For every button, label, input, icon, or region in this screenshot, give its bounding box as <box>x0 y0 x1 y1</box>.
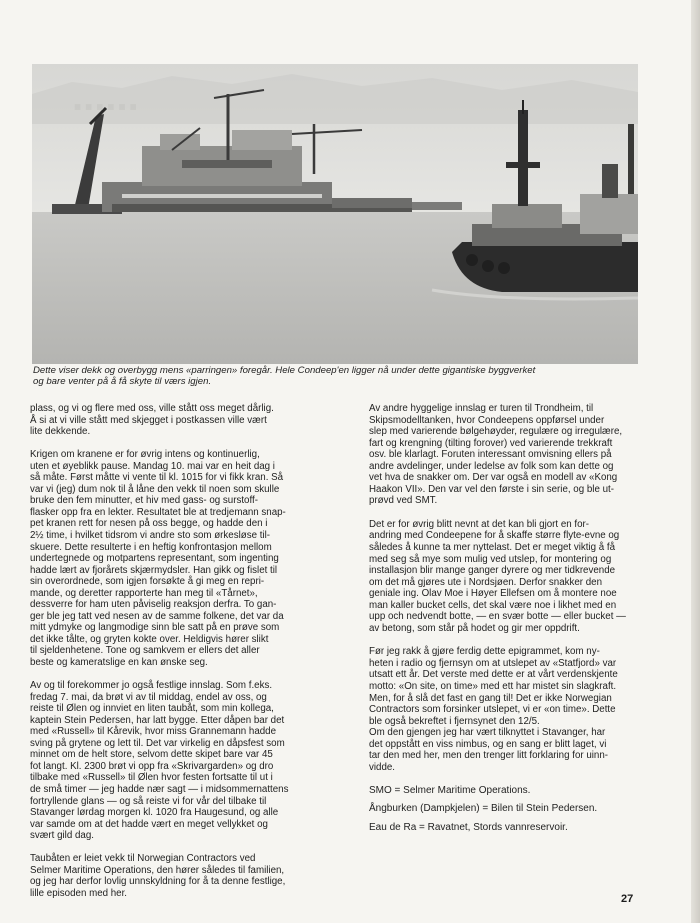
left-column <box>30 403 300 911</box>
paragraph: Før jeg rakk å gjøre ferdig dette epigrammet, kom ny- heten i radio og fjernsyn om at utslepet av «Statfjord» var utsatt ett år. Det verste med dette er at vårt verdenskjente motto: «On site, on time» med ett har mistet sin slagkraft. Men, for å slå det fast en gang til! Det er ikke Norwegian Contractors som forsinker utslepet, vi er «on time». Dette ble også bekreftet i fjernsynet den 12/5. Om den gjengen jeg har vært tilknyttet i Stavanger, har det oppstått en viss nimbus, og en sang er blitt laget, vi tar den med her, men den trenger litt forklaring for uinn- vidde. <box>369 646 618 773</box>
glossary-item-smo: SMO = Selmer Maritime Operations. <box>369 784 531 796</box>
paragraph: Av andre hyggelige innslag er turen til Trondheim, til Skipsmodelltanken, hvor Condeepens oppførsel under slep med varierende bølgehøyder, regulære og irregulære, fart og krengning (tilting forover) ved varierende trekkraft osv. ble klarlagt. Foruten interessant omvisning ellers på andre avdelinger, under ledelse av folk som kan dette og vet hva de snakker om. Der var også en modell av «Kong Haakon VII». Den var vel den første i sin serie, og ble ut- prøvd ved SMT. <box>369 403 623 507</box>
page-number: 27 <box>621 893 634 905</box>
right-column <box>369 403 639 840</box>
paragraph: Av og til forekommer jo også festlige innslag. Som f.eks. fredag 7. mai, da brøt vi av til middag, endel av oss, og reiste til Ølen og innviet en liten taubåt, som min kollega, kaptein Stein Pedersen, har latt bygge. Etter dåpen bar det med «Russell» til Kårevik, hvor miss Grannemann hadde sving på grytene og lett til. Det var virkelig en dåpsfest som minnet om de helt store, selvom dette skipet bare var 45 fot langt. Kl. 2300 brøt vi opp fra «Skrivargarden» og dro tilbake med «Russell» til Ølen hvor festen fortsatte til ut i de små timer — jeg hadde nær sagt — i midsommernattens fortryllende glans — og så reiste vi for vår del tilbake til Stavanger lørdag morgen kl. 1020 fra Haugesund, og alle var samde om at det hadde vært en meget vellykket og svært gild dag. <box>30 680 289 842</box>
paragraph: Krigen om kranene er for øvrig intens og kontinuerlig, uten et øyeblikk pause. Mandag 10. mai var en heit dag i så måte. Først måtte vi vente til kl. 1015 for vi fikk kran. Så var vi (jeg) dum nok til å låne den vekk til noen som skulle bruke den fem minutter, et hiv med gass- og surstoff- flasker opp fra en lekter. Resultatet ble at tredjemann snap- pet kranen rett for nesen på oss begge, og hadde den i 2½ time, i hvilket tidsrom vi andre sto som ørkesløse til- skuere. Dette resulterte i en heftig konfrontasjon mellom undertegnede og motpartens representant, som ingenting hadde lært av fjorårets skjærmydsler. Han gikk og fislet til sin overordnede, som igjen forsøkte å gi meg en repri- mande, og deretter rapporterte han meg til «Tårnet», dessverre for ham uten påviselig reaksjon derfra. To gan- ger ble jeg tatt ved nesen av de samme folkene, det var da mitt ydmyke og langmodige sinn ble satt på en prøve som det ikke tålte, og gryten kokte over. Heldigvis hører slikt til sjeldenhetene. Tone og samkvem er ellers det aller beste og kameratslige en kan ønske seg. <box>30 449 286 668</box>
photo-image <box>32 64 638 364</box>
glossary-item-eau-de-ra: Eau de Ra = Ravatnet, Stords vannreservoir. <box>369 821 568 833</box>
paragraph: Taubåten er leiet vekk til Norwegian Contractors ved Selmer Maritime Operations, den hører således til familien, og jeg har derfor lovlig unnskyldning for å ta denne festlige, lille episoden med her. <box>30 853 286 899</box>
glossary-item-angburken: Ångburken (Dampkjelen) = Bilen til Stein Pedersen. <box>369 803 598 815</box>
page-edge <box>691 0 700 923</box>
photo <box>32 64 638 364</box>
svg-text:......: ...... <box>72 75 139 119</box>
photo-caption: Dette viser dekk og overbygg mens «parringen» foregår. Hele Condeep'en ligger nå under dette gigantiske byggverket og bare venter på å få skyte til værs igjen. <box>33 365 536 388</box>
paragraph: Det er for øvrig blitt nevnt at det kan bli gjort en for- andring med Condeepene for å skaffe større flyte-evne og således å kunne ta mer nyttelast. Det er meget viktig å få med seg så mye som mulig ved utslep, for montering og installasjon blir mange ganger dyrere og mer tidkrevende om det må gjøres ute i Nordsjøen. Derfor snakker den geniale ing. Olav Moe i Høyer Ellefsen om å montere noe man kaller bucket cells, det skal være noe i likhet med en upp och nedvendt botte, — en svær botte — eller bucket — av betong, som står på hodet og gir mer oppdrift. <box>369 518 626 634</box>
paragraph: plass, og vi og flere med oss, ville stått oss meget dårlig. Å si at vi ville stått med skjegget i postkassen ville vært lite dekkende. <box>30 403 274 438</box>
glossary <box>369 785 639 834</box>
